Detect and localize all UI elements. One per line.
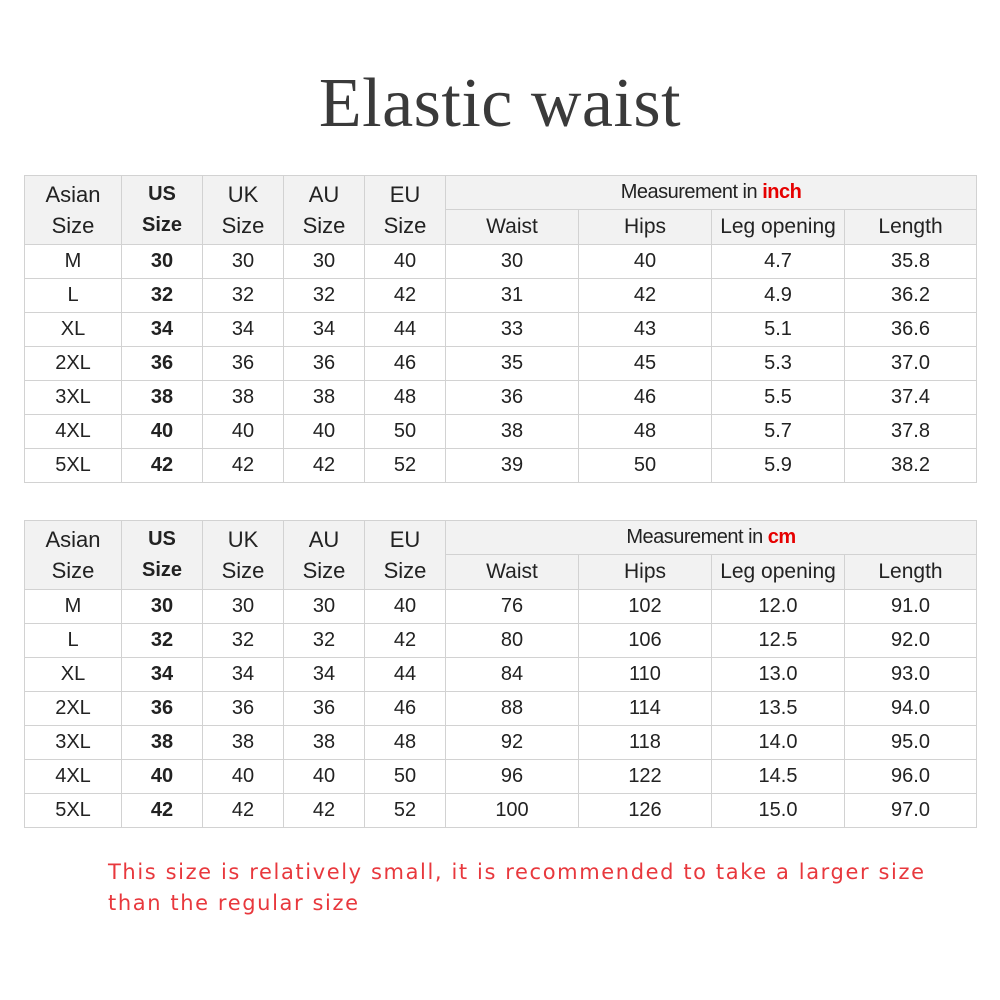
cell-uk-size: 32	[203, 624, 284, 658]
header-waist: Waist	[446, 210, 579, 245]
cell-hips: 126	[579, 794, 712, 828]
cell-asian-size: 5XL	[25, 449, 122, 483]
cell-uk-size: 40	[203, 760, 284, 794]
table-row	[25, 313, 977, 347]
cell-au-size: 38	[284, 381, 365, 415]
cell-eu-size: 48	[365, 381, 446, 415]
cell-asian-size: 5XL	[25, 794, 122, 828]
header-us-size: US Size	[122, 521, 203, 590]
cell-us-size: 32	[122, 624, 203, 658]
cell-au-size: 30	[284, 590, 365, 624]
cell-uk-size: 42	[203, 794, 284, 828]
note-line: than the regular size	[108, 891, 360, 915]
header-measurement-inch: Measurement in inch	[446, 176, 977, 210]
cell-au-size: 34	[284, 658, 365, 692]
cell-waist: 88	[446, 692, 579, 726]
table-body	[25, 590, 977, 828]
cell-eu-size: 44	[365, 313, 446, 347]
table-row	[25, 590, 977, 624]
cell-au-size: 42	[284, 449, 365, 483]
header-length: Length	[845, 555, 977, 590]
cell-waist: 36	[446, 381, 579, 415]
note-line: This size is relatively small, it is recommended to take a larger size	[108, 860, 926, 884]
cell-waist: 80	[446, 624, 579, 658]
cell-us-size: 42	[122, 794, 203, 828]
cell-eu-size: 52	[365, 794, 446, 828]
cell-asian-size: 2XL	[25, 692, 122, 726]
cell-length: 35.8	[845, 245, 977, 279]
cell-eu-size: 46	[365, 692, 446, 726]
cell-length: 97.0	[845, 794, 977, 828]
cell-leg-opening: 5.9	[712, 449, 845, 483]
cell-uk-size: 30	[203, 245, 284, 279]
cell-us-size: 40	[122, 760, 203, 794]
cell-hips: 40	[579, 245, 712, 279]
cell-us-size: 38	[122, 381, 203, 415]
cell-length: 36.6	[845, 313, 977, 347]
cell-uk-size: 42	[203, 449, 284, 483]
cell-length: 95.0	[845, 726, 977, 760]
cell-asian-size: M	[25, 245, 122, 279]
cell-eu-size: 46	[365, 347, 446, 381]
cell-waist: 84	[446, 658, 579, 692]
table-row	[25, 415, 977, 449]
cell-uk-size: 34	[203, 658, 284, 692]
table-row	[25, 245, 977, 279]
unit-label: cm	[767, 526, 796, 548]
cell-hips: 106	[579, 624, 712, 658]
cell-au-size: 32	[284, 624, 365, 658]
cell-eu-size: 42	[365, 624, 446, 658]
cell-leg-opening: 5.7	[712, 415, 845, 449]
cell-leg-opening: 5.1	[712, 313, 845, 347]
table-row	[25, 347, 977, 381]
cell-leg-opening: 14.0	[712, 726, 845, 760]
cell-hips: 114	[579, 692, 712, 726]
cell-eu-size: 40	[365, 590, 446, 624]
cell-hips: 48	[579, 415, 712, 449]
table-row	[25, 449, 977, 483]
cell-waist: 35	[446, 347, 579, 381]
cell-uk-size: 40	[203, 415, 284, 449]
cell-uk-size: 30	[203, 590, 284, 624]
cell-us-size: 36	[122, 347, 203, 381]
size-chart-cm	[24, 520, 977, 828]
cell-au-size: 30	[284, 245, 365, 279]
cell-uk-size: 36	[203, 692, 284, 726]
cell-eu-size: 44	[365, 658, 446, 692]
cell-length: 38.2	[845, 449, 977, 483]
cell-hips: 102	[579, 590, 712, 624]
cell-waist: 38	[446, 415, 579, 449]
cell-leg-opening: 13.5	[712, 692, 845, 726]
cell-uk-size: 36	[203, 347, 284, 381]
cell-leg-opening: 4.7	[712, 245, 845, 279]
table-row	[25, 794, 977, 828]
cell-hips: 50	[579, 449, 712, 483]
cell-eu-size: 50	[365, 415, 446, 449]
cell-uk-size: 32	[203, 279, 284, 313]
header-waist: Waist	[446, 555, 579, 590]
cell-au-size: 32	[284, 279, 365, 313]
cell-au-size: 42	[284, 794, 365, 828]
cell-eu-size: 48	[365, 726, 446, 760]
table-row	[25, 381, 977, 415]
cell-length: 96.0	[845, 760, 977, 794]
cell-leg-opening: 5.3	[712, 347, 845, 381]
cell-us-size: 32	[122, 279, 203, 313]
cell-leg-opening: 13.0	[712, 658, 845, 692]
cell-waist: 76	[446, 590, 579, 624]
header-leg-opening: Leg opening	[712, 210, 845, 245]
cell-length: 37.4	[845, 381, 977, 415]
header-length: Length	[845, 210, 977, 245]
cell-au-size: 40	[284, 415, 365, 449]
cell-asian-size: 3XL	[25, 726, 122, 760]
cell-waist: 92	[446, 726, 579, 760]
cell-length: 93.0	[845, 658, 977, 692]
cell-asian-size: 4XL	[25, 760, 122, 794]
cell-hips: 122	[579, 760, 712, 794]
cell-au-size: 38	[284, 726, 365, 760]
cell-au-size: 40	[284, 760, 365, 794]
header-uk-size: UK Size	[203, 521, 284, 590]
size-advice-note	[108, 857, 988, 919]
cell-eu-size: 40	[365, 245, 446, 279]
header-asian-size: Asian Size	[25, 176, 122, 245]
cell-waist: 96	[446, 760, 579, 794]
cell-hips: 43	[579, 313, 712, 347]
cell-eu-size: 52	[365, 449, 446, 483]
cell-length: 92.0	[845, 624, 977, 658]
cell-asian-size: 2XL	[25, 347, 122, 381]
cell-us-size: 38	[122, 726, 203, 760]
cell-length: 37.8	[845, 415, 977, 449]
cell-uk-size: 38	[203, 726, 284, 760]
cell-leg-opening: 5.5	[712, 381, 845, 415]
cell-us-size: 30	[122, 590, 203, 624]
cell-waist: 31	[446, 279, 579, 313]
cell-us-size: 42	[122, 449, 203, 483]
cell-leg-opening: 12.0	[712, 590, 845, 624]
cell-uk-size: 38	[203, 381, 284, 415]
cell-leg-opening: 14.5	[712, 760, 845, 794]
header-au-size: AU Size	[284, 521, 365, 590]
size-chart-inch	[24, 175, 977, 483]
cell-asian-size: L	[25, 279, 122, 313]
cell-asian-size: L	[25, 624, 122, 658]
header-measurement-cm: Measurement in cm	[446, 521, 977, 555]
cell-leg-opening: 15.0	[712, 794, 845, 828]
header-us-size: US Size	[122, 176, 203, 245]
cell-us-size: 30	[122, 245, 203, 279]
header-leg-opening: Leg opening	[712, 555, 845, 590]
cell-us-size: 34	[122, 658, 203, 692]
cell-waist: 100	[446, 794, 579, 828]
cell-eu-size: 50	[365, 760, 446, 794]
table-row	[25, 692, 977, 726]
cell-waist: 30	[446, 245, 579, 279]
cell-asian-size: XL	[25, 658, 122, 692]
cell-hips: 45	[579, 347, 712, 381]
cell-asian-size: 4XL	[25, 415, 122, 449]
cell-us-size: 40	[122, 415, 203, 449]
header-eu-size: EU Size	[365, 176, 446, 245]
cell-us-size: 36	[122, 692, 203, 726]
header-asian-size: Asian Size	[25, 521, 122, 590]
cell-hips: 110	[579, 658, 712, 692]
header-hips: Hips	[579, 555, 712, 590]
cell-length: 36.2	[845, 279, 977, 313]
table-body	[25, 245, 977, 483]
cell-length: 94.0	[845, 692, 977, 726]
cell-au-size: 36	[284, 347, 365, 381]
cell-length: 91.0	[845, 590, 977, 624]
cell-leg-opening: 4.9	[712, 279, 845, 313]
header-hips: Hips	[579, 210, 712, 245]
table-row	[25, 624, 977, 658]
table-row	[25, 726, 977, 760]
header-eu-size: EU Size	[365, 521, 446, 590]
table-row	[25, 279, 977, 313]
cell-eu-size: 42	[365, 279, 446, 313]
cell-asian-size: XL	[25, 313, 122, 347]
cell-asian-size: 3XL	[25, 381, 122, 415]
cell-asian-size: M	[25, 590, 122, 624]
cell-uk-size: 34	[203, 313, 284, 347]
header-au-size: AU Size	[284, 176, 365, 245]
table-row	[25, 658, 977, 692]
cell-length: 37.0	[845, 347, 977, 381]
unit-label: inch	[762, 181, 802, 203]
cell-waist: 33	[446, 313, 579, 347]
cell-us-size: 34	[122, 313, 203, 347]
cell-au-size: 36	[284, 692, 365, 726]
header-uk-size: UK Size	[203, 176, 284, 245]
cell-waist: 39	[446, 449, 579, 483]
table-row	[25, 760, 977, 794]
cell-au-size: 34	[284, 313, 365, 347]
page-title: Elastic waist	[318, 65, 682, 142]
cell-hips: 46	[579, 381, 712, 415]
cell-leg-opening: 12.5	[712, 624, 845, 658]
cell-hips: 42	[579, 279, 712, 313]
cell-hips: 118	[579, 726, 712, 760]
